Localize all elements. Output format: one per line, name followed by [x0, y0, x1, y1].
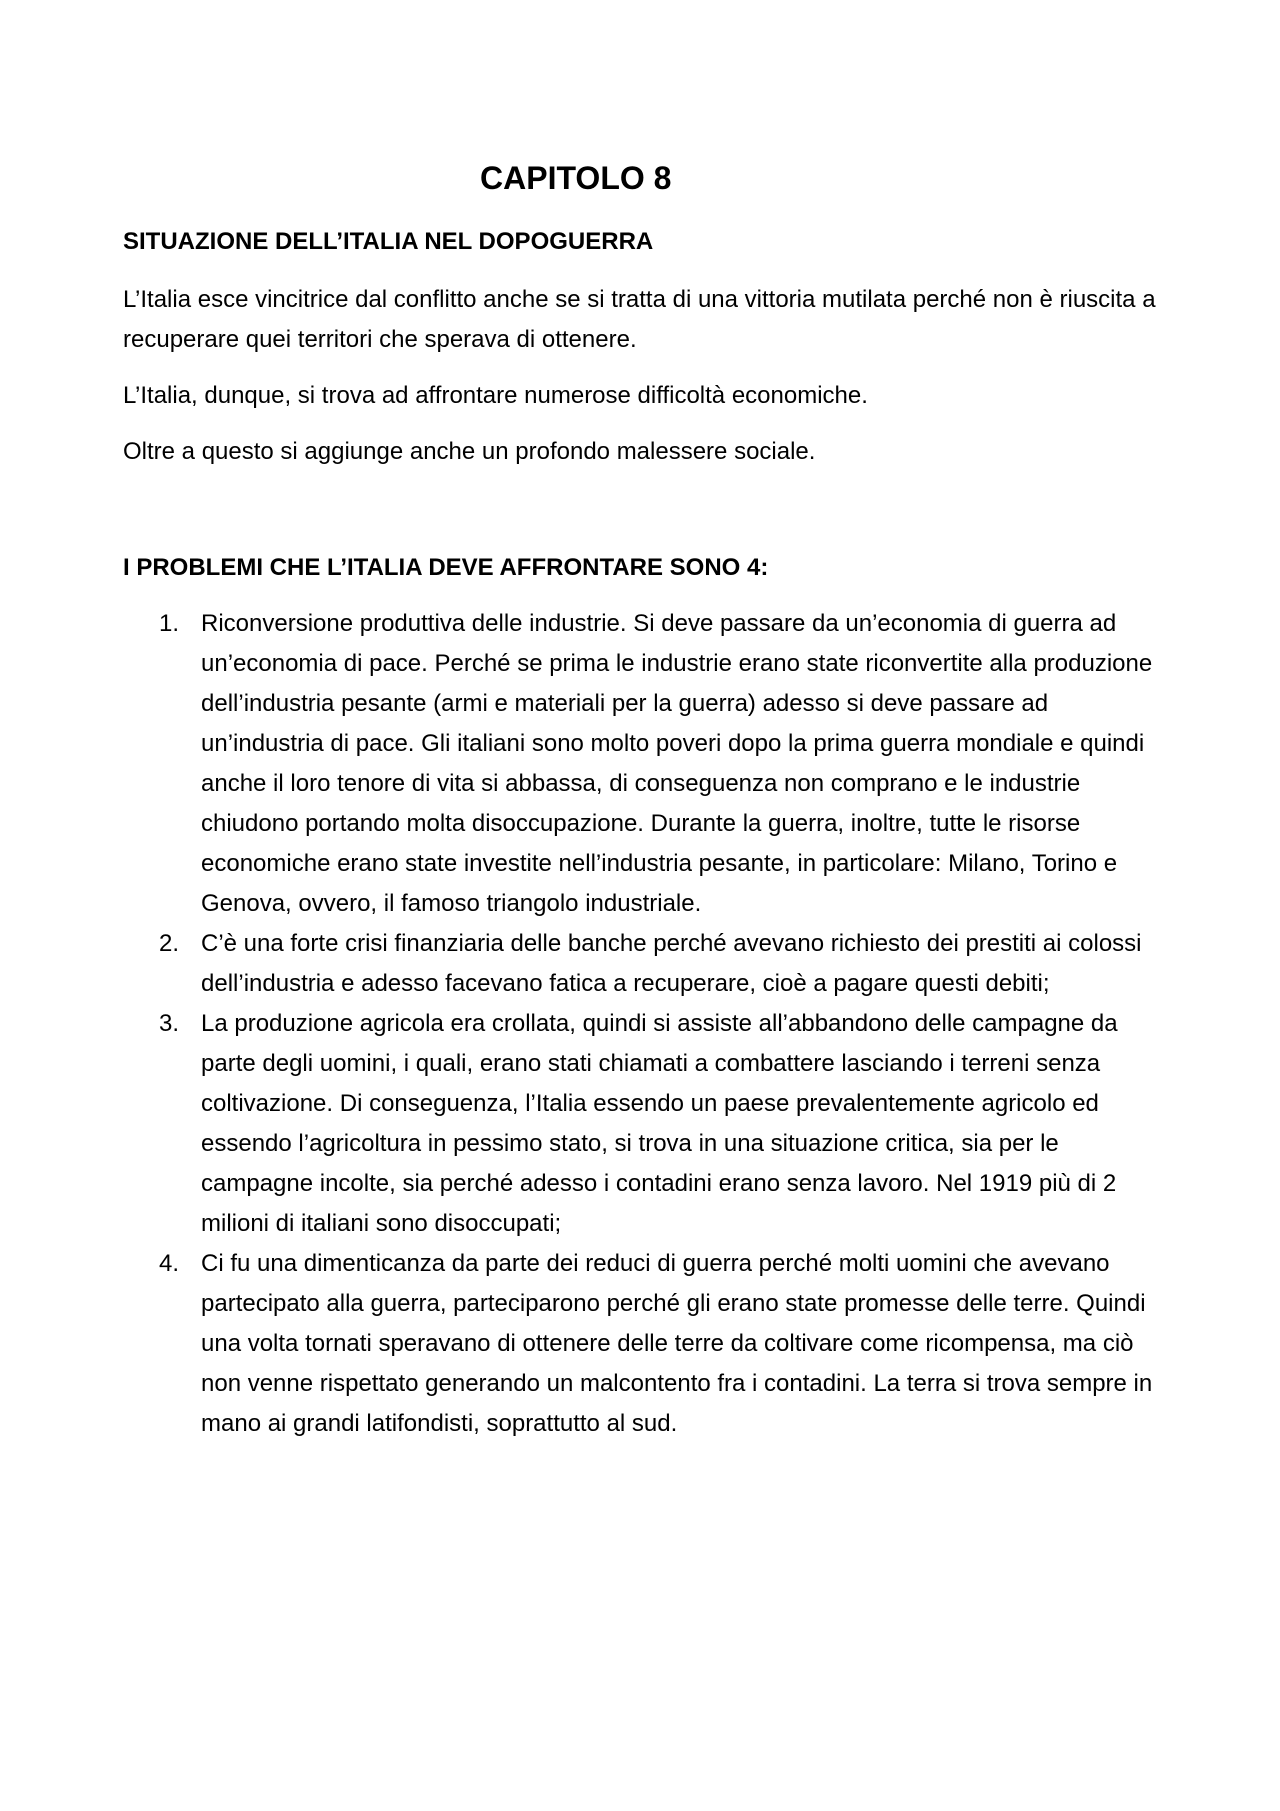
problems-list: [123, 604, 1168, 1444]
section-heading-problems: I PROBLEMI CHE L’ITALIA DEVE AFFRONTARE SONO 4:: [123, 554, 769, 581]
list-item-number: 4.: [159, 1250, 180, 1277]
paragraph-victory: L’Italia esce vincitrice dal conflitto anche se si tratta di una vittoria mutilata perché non è riuscita a recuperare quei territori che sperava di ottenere.: [123, 286, 1156, 353]
section-heading-postwar: SITUAZIONE DELL’ITALIA NEL DOPOGUERRA: [123, 228, 654, 255]
list-item-number: 3.: [159, 1010, 180, 1037]
list-item-text: La produzione agricola era crollata, quindi si assiste all’abbandono delle campagne da parte degli uomini, i quali, erano stati chiamati a combattere lasciando i terreni senza coltivazione. Di conseguenza, l’Italia essendo un paese prevalentemente agricolo ed essendo l’agricoltura in pessimo stato, si trova in una situazione critica, sia per le campagne incolte, sia perché adesso i contadini erano senza lavoro. Nel 1919 più di 2 milioni di italiani sono disoccupati;: [201, 1010, 1118, 1237]
list-item: [123, 924, 1168, 1004]
paragraph-economic-difficulties: L’Italia, dunque, si trova ad affrontare numerose difficoltà economiche.: [123, 382, 868, 409]
chapter-title: CAPITOLO 8: [480, 160, 672, 196]
list-item: [123, 604, 1168, 924]
paragraph-social-malaise: Oltre a questo si aggiunge anche un profondo malessere sociale.: [123, 438, 816, 465]
list-item-number: 1.: [159, 610, 180, 637]
list-item-text: Riconversione produttiva delle industrie. Si deve passare da un’economia di guerra ad un’economia di pace. Perché se prima le industrie erano state riconvertite alla produzione dell’industria pesante (armi e materiali per la guerra) adesso si deve passare ad un’industria di pace. Gli italiani sono molto poveri dopo la prima guerra mondiale e quindi anche il loro tenore di vita si abbassa, di conseguenza non comprano e le industrie chiudono portando molta disoccupazione. Durante la guerra, inoltre, tutte le risorse economiche erano state investite nell’industria pesante, in particolare: Milano, Torino e Genova, ovvero, il famoso triangolo industriale.: [201, 610, 1153, 917]
list-item: [123, 1244, 1168, 1444]
list-item-text: C’è una forte crisi finanziaria delle banche perché avevano richiesto dei prestiti ai colossi dell’industria e adesso facevano fatica a recuperare, cioè a pagare questi debiti;: [201, 930, 1142, 997]
list-item-number: 2.: [159, 930, 180, 957]
list-item-text: Ci fu una dimenticanza da parte dei reduci di guerra perché molti uomini che avevano partecipato alla guerra, parteciparono perché gli erano state promesse delle terre. Quindi una volta tornati speravano di ottenere delle terre da coltivare come ricompensa, ma ciò non venne rispettato generando un malcontento fra i contadini. La terra si trova sempre in mano ai grandi latifondisti, soprattutto al sud.: [201, 1250, 1153, 1437]
list-item: [123, 1004, 1168, 1244]
